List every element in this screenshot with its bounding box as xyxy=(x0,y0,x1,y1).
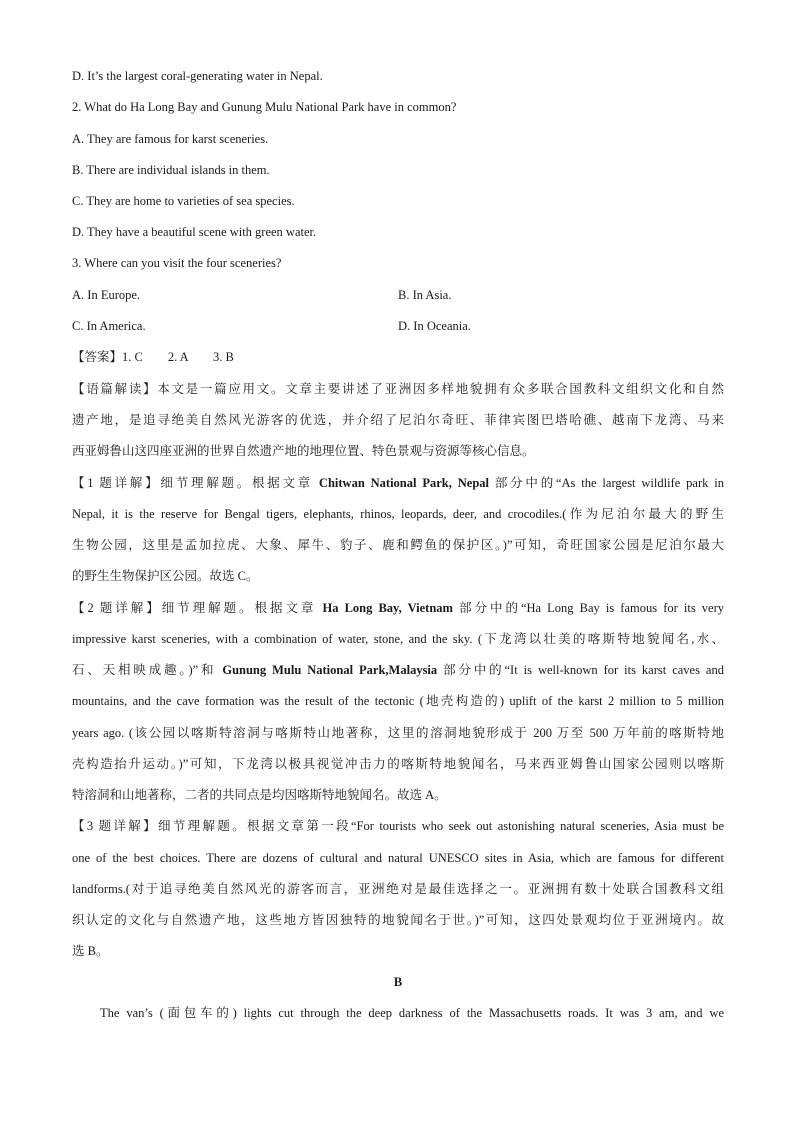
summary-line-3: 西亚姆鲁山这四座亚洲的世界自然遗产地的地理位置、特色景观与资源等核心信息。 xyxy=(72,444,535,458)
detail-2-line-7: 特溶洞和山地著称，二者的共同点是均因喀斯特地貌闻名。故选 A。 xyxy=(72,788,447,802)
detail-3-line-1: 【3 题详解】细节理解题。根据文章第一段“For tourists who seek out astonishing natural sceneries, Asia must be xyxy=(72,819,724,833)
q3-option-a: A. In Europe. xyxy=(72,288,141,302)
detail-3-line-5: 选 B。 xyxy=(72,944,109,958)
passage-b-line-1: The van’s (面包车的) lights cut through the deep darkness of the Massachusetts roads. It was 3 am, and we xyxy=(100,1006,724,1020)
q3-stem: 3. Where can you visit the four sceneries? xyxy=(72,256,282,270)
section-heading-b: B xyxy=(393,975,403,989)
detail-2-line-1: 【2 题详解】细节理解题。根据文章 Ha Long Bay, Vietnam 部分中的“Ha Long Bay is famous for its very xyxy=(72,601,724,615)
q2-stem: 2. What do Ha Long Bay and Gunung Mulu National Park have in common? xyxy=(72,100,457,114)
q3-option-b: B. In Asia. xyxy=(398,288,452,302)
detail-3-line-4: 织认定的文化与自然遗产地，这些地方皆因独特的地貌闻名于世。)”可知，这四处景观均位于亚洲境内。故 xyxy=(72,913,724,927)
q3-option-d: D. In Oceania. xyxy=(398,319,471,333)
detail-2-line-5: years ago. (该公园以喀斯特溶洞与喀斯特山地著称，这里的溶洞地貌形成于 200 万至 500 万年前的喀斯特地 xyxy=(72,726,724,740)
detail-2-line-2: impressive karst sceneries, with a combination of water, stone, and the sky. (下龙湾以壮美的喀斯特地貌闻名,水、 xyxy=(72,632,724,646)
detail-2-line-6: 壳构造抬升运动。)”可知，下龙湾以极具视觉冲击力的喀斯特地貌闻名，马来西亚姆鲁山国家公园则以喀斯 xyxy=(72,757,724,771)
detail-1-line-1: 【1 题详解】细节理解题。根据文章 Chitwan National Park, Nepal 部分中的“As the largest wildlife park in xyxy=(72,476,724,490)
detail-1-line-4: 的野生生物保护区公园。故选 C。 xyxy=(72,569,259,583)
q2-option-d: D. They have a beautiful scene with green water. xyxy=(72,225,317,239)
detail-2-line-3: 石、天相映成趣。)”和 Gunung Mulu National Park,Malaysia 部分中的“It is well-known for its karst caves and xyxy=(72,663,724,677)
q2-option-b: B. There are individual islands in them. xyxy=(72,163,270,177)
summary-line-2: 遗产地，是追寻绝美自然风光游客的优选，并介绍了尼泊尔奇旺、菲律宾图巴塔哈礁、越南下龙湾、马来 xyxy=(72,413,724,427)
detail-2-line-4: mountains, and the cave formation was the result of the tectonic (地壳构造的) uplift of the karst 2 million to 5 million xyxy=(72,694,724,708)
q2-option-c: C. They are home to varieties of sea species. xyxy=(72,194,295,208)
detail-1-line-3: 生物公园，这里是孟加拉虎、大象、犀牛、豹子、鹿和鳄鱼的保护区。)”可知，奇旺国家公园是尼泊尔最大 xyxy=(72,538,724,552)
q2-option-a: A. They are famous for karst sceneries. xyxy=(72,132,269,146)
answer-key: 【答案】1. C 2. A 3. B xyxy=(72,350,234,364)
detail-3-line-3: landforms.(对于追寻绝美自然风光的游客而言，亚洲绝对是最佳选择之一。亚洲拥有数十处联合国教科文组 xyxy=(72,882,724,896)
detail-3-line-2: one of the best choices. There are dozens of cultural and natural UNESCO sites in Asia, which are famous for different xyxy=(72,851,724,865)
q1-option-d: D. It’s the largest coral-generating water in Nepal. xyxy=(72,69,323,83)
detail-1-line-2: Nepal, it is the reserve for Bengal tigers, elephants, rhinos, leopards, deer, and crocodiles.(作为尼泊尔最大的野生 xyxy=(72,507,724,521)
summary-line-1: 【语篇解读】本文是一篇应用文。文章主要讲述了亚洲因多样地貌拥有众多联合国教科文组织文化和自然 xyxy=(72,382,724,396)
q3-option-c: C. In America. xyxy=(72,319,146,333)
